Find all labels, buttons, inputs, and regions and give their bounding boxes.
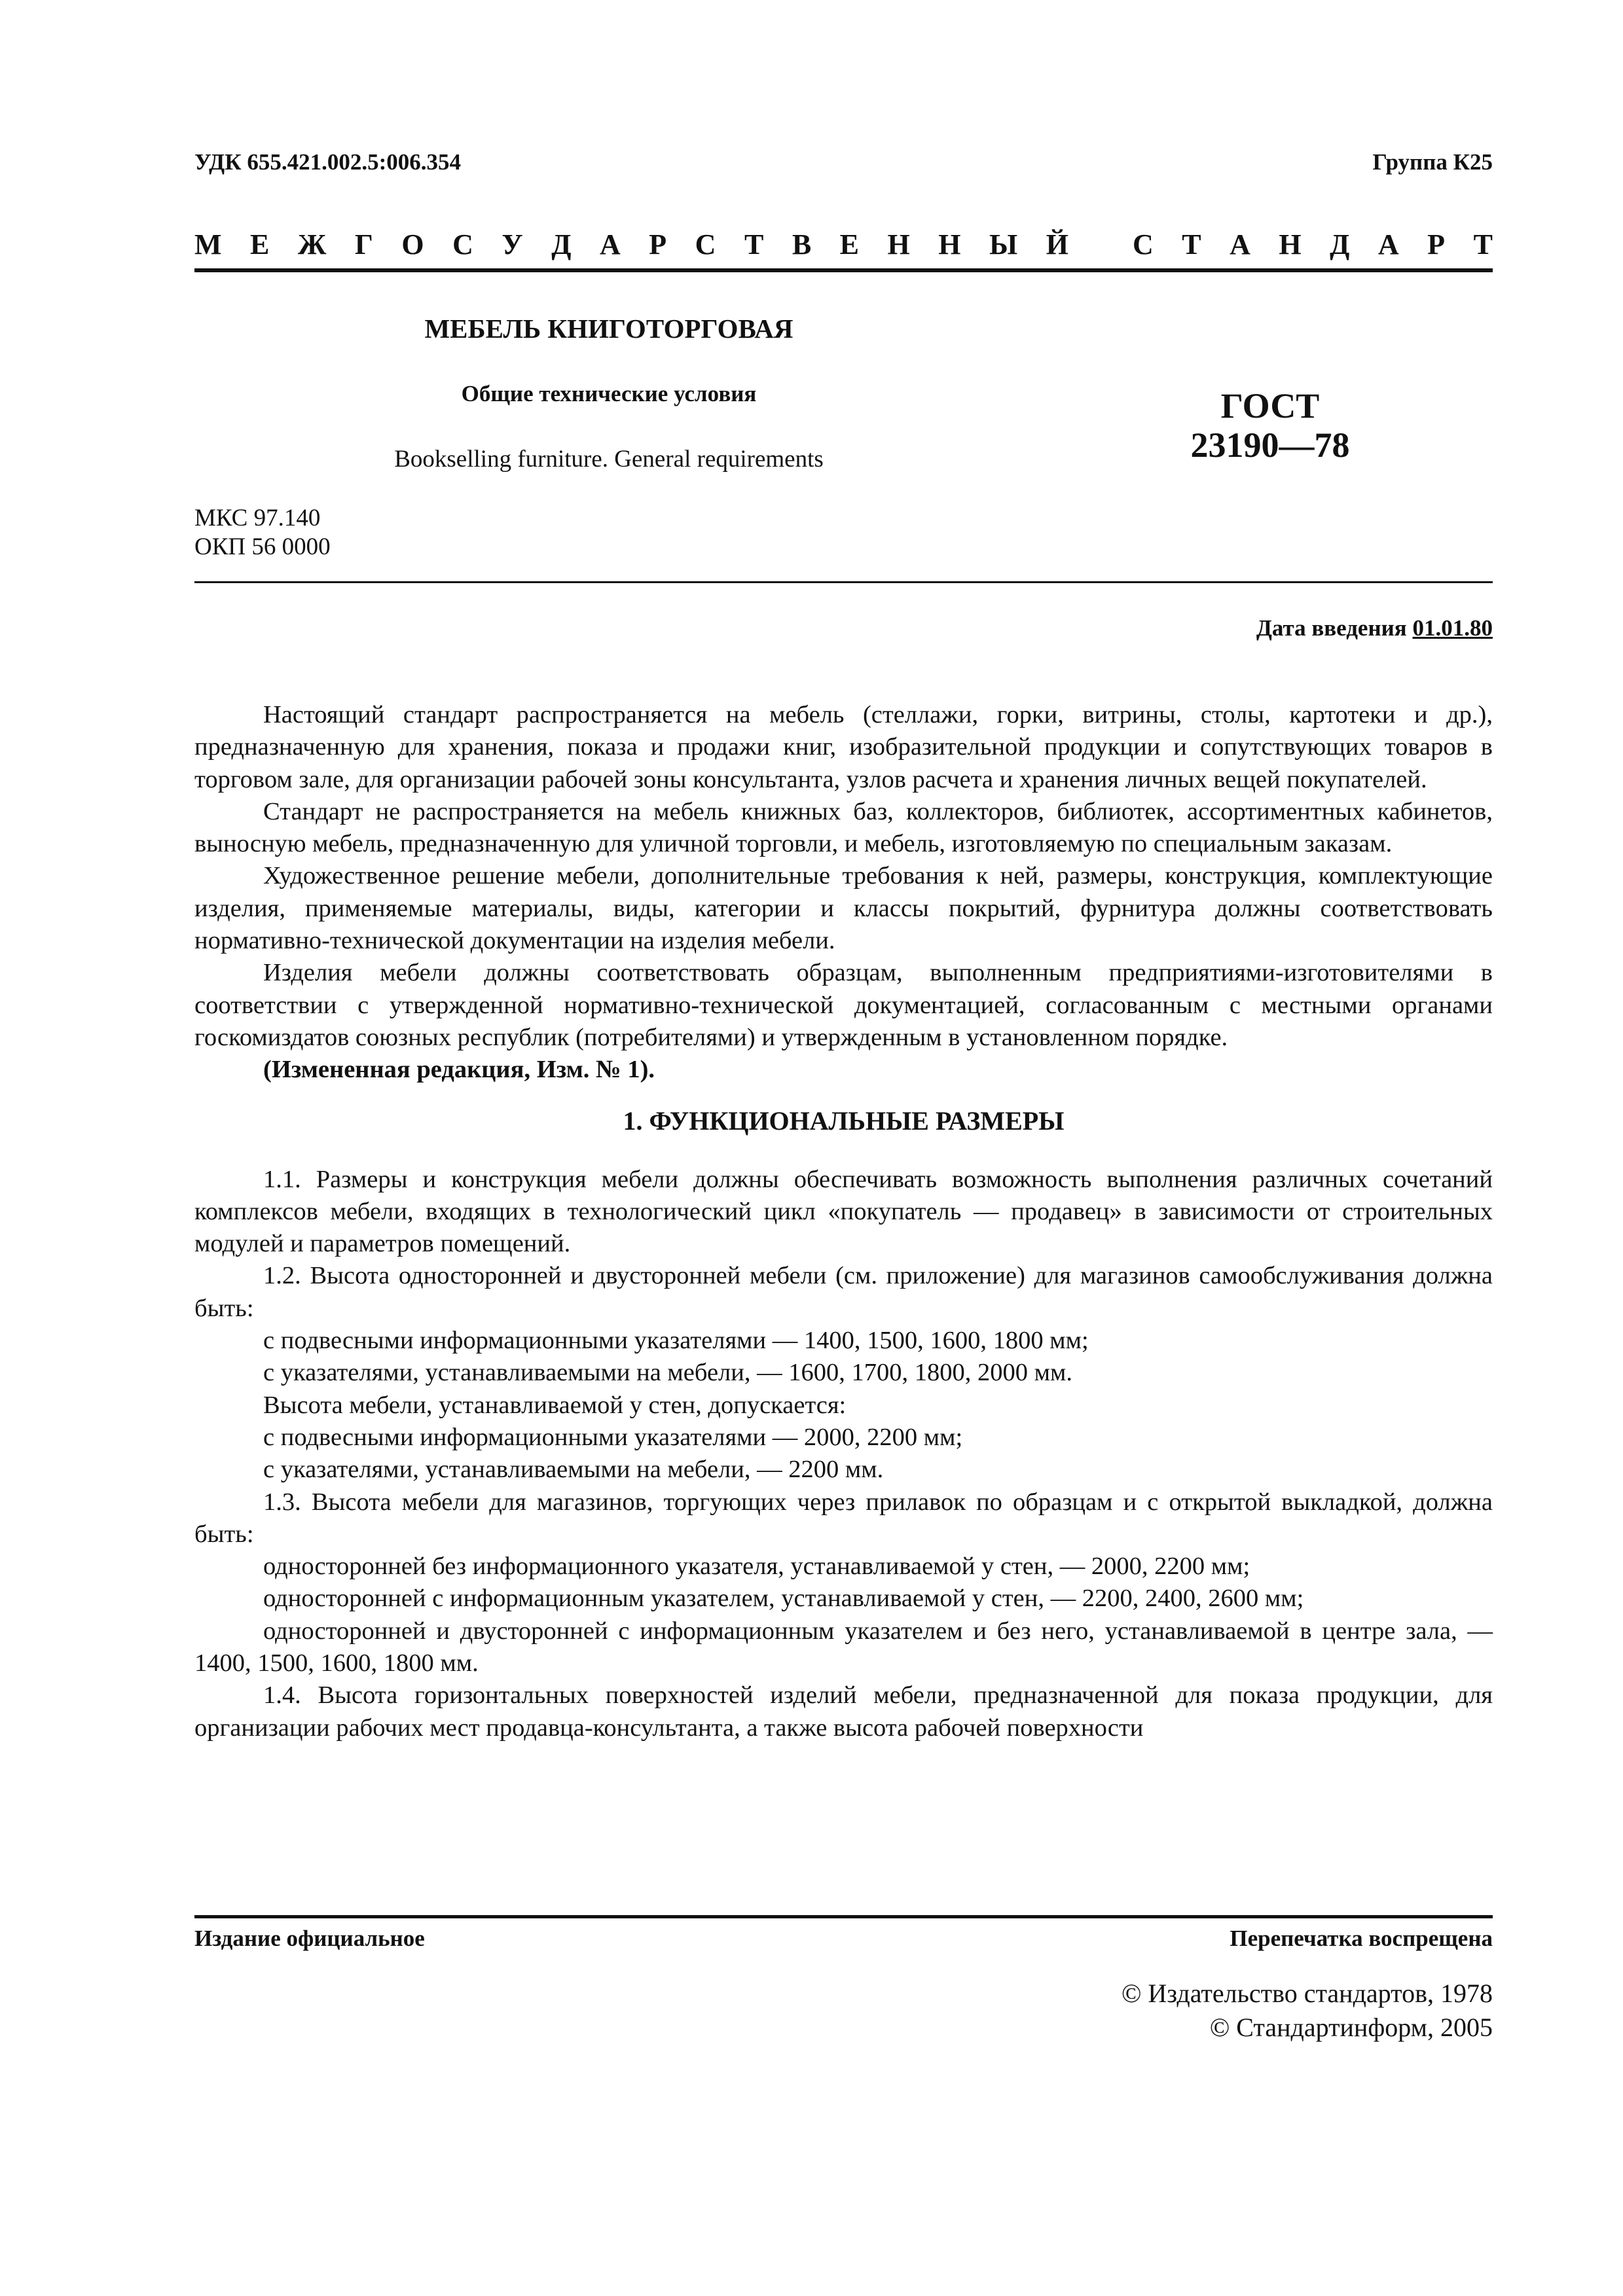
paragraph: Стандарт не распространяется на мебель книжных баз, коллекторов, библиотек, ассортиментных кабинетов, выносную мебель, предназначенную для уличной торговли, и мебель, изготовляемую по специальным заказам. xyxy=(194,797,1493,858)
heading-letter: Т xyxy=(744,228,764,260)
heading-gap xyxy=(1097,228,1104,261)
heading-letter: А xyxy=(600,228,621,260)
heading-letter: М xyxy=(194,228,222,260)
heading-letter: А xyxy=(1377,228,1399,260)
list-item: односторонней и двусторонней с информационным указателем и без него, устанавливаемой в центре зала, — 1400, 1500, 1600, 1800 мм. xyxy=(194,1617,1493,1677)
heading-letter: Н xyxy=(1279,228,1302,260)
list-item: односторонней без информационного указателя, устанавливаемой у стен, — 2000, 2200 мм; xyxy=(263,1552,1250,1581)
classification-codes xyxy=(194,504,331,562)
heading-letter: С xyxy=(452,228,473,260)
gost-number: 23190—78 xyxy=(1190,425,1350,465)
date-value: 01.01.80 xyxy=(1412,615,1493,641)
amendment-note: (Измененная редакция, Изм. № 1). xyxy=(263,1056,655,1084)
heading-letter: Р xyxy=(1427,228,1446,260)
introduction-date xyxy=(1256,615,1493,641)
gost-designation xyxy=(1152,386,1388,465)
heading-letter: Д xyxy=(1330,228,1350,260)
heading-letter: Д xyxy=(551,228,572,260)
list-item: Высота мебели, устанавливаемой у стен, допускается: xyxy=(263,1391,847,1419)
document-body xyxy=(194,699,1493,1744)
paragraph: Настоящий стандарт распространяется на мебель (стеллажи, горки, витрины, столы, картотеки и др.), предназначенную для хранения, показа и продажи книг, изобразительной продукции и сопутствующих товаров в торговом зале, для организации рабочей зоны консультанта, узлов расчета и хранения личных вещей покупателей. xyxy=(194,701,1493,793)
paragraph: Художественное решение мебели, дополнительные требования к ней, размеры, конструкция, комплектующие изделия, применяемые материалы, виды, категории и классы покрытий, фурнитура должны соответствовать нормативно-технической документации на изделия мебели. xyxy=(194,862,1493,955)
mks-code: МКС 97.140 xyxy=(194,505,321,531)
paragraph: Изделия мебели должны соответствовать образцам, выполненным предприятиями-изготовителями в соответствии с утвержденной нормативно-технической документацией, согласованным с местными органами госкомиздатов союзных республик (потребителями) и утвержденным в установленном порядке. xyxy=(194,959,1493,1051)
standard-kind-heading xyxy=(194,228,1493,261)
list-item: с указателями, устанавливаемыми на мебели, — 1600, 1700, 1800, 2000 мм. xyxy=(263,1359,1072,1387)
document-subtitle: Общие технические условия xyxy=(461,381,757,406)
copyright-line: © Стандартинформ, 2005 xyxy=(1209,2013,1493,2042)
heading-letter: О xyxy=(401,228,424,260)
document-title: МЕБЕЛЬ КНИГОТОРГОВАЯ xyxy=(424,314,793,344)
list-item: односторонней с информационным указателем, устанавливаемой у стен, — 2200, 2400, 2600 мм; xyxy=(263,1585,1304,1613)
list-item: с указателями, устанавливаемыми на мебели, — 2200 мм. xyxy=(263,1456,884,1484)
heading-letter: Ж xyxy=(297,228,327,260)
footer-divider xyxy=(194,1915,1493,1918)
heading-letter: Й xyxy=(1046,228,1068,260)
edition-note: Издание официальное xyxy=(194,1926,425,1951)
date-label: Дата введения xyxy=(1256,615,1407,641)
english-title: Bookselling furniture. General requirements xyxy=(394,446,824,473)
reprint-note: Перепечатка воспрещена xyxy=(1230,1926,1493,1951)
okp-code: ОКП 56 0000 xyxy=(194,533,331,561)
list-item: с подвесными информационными указателями — 1400, 1500, 1600, 1800 мм; xyxy=(263,1327,1089,1355)
copyright-line: © Издательство стандартов, 1978 xyxy=(1121,1979,1493,2008)
heading-letter: А xyxy=(1230,228,1250,260)
heading-letter: Е xyxy=(839,228,860,260)
list-item: с подвесными информационными указателями — 2000, 2200 мм; xyxy=(263,1423,963,1451)
heading-letter: Е xyxy=(250,228,270,260)
section-heading: 1. ФУНКЦИОНАЛЬНЫЕ РАЗМЕРЫ xyxy=(623,1105,1065,1136)
heading-letter: С xyxy=(695,228,716,260)
heading-letter: Т xyxy=(1182,228,1201,260)
title-divider xyxy=(194,581,1493,583)
heading-letter: Г xyxy=(354,228,373,260)
header-divider xyxy=(194,268,1493,272)
gost-label: ГОСТ xyxy=(1220,386,1320,425)
heading-letter: Т xyxy=(1473,228,1493,260)
heading-letter: С xyxy=(1132,228,1154,260)
clause-1-3: 1.3. Высота мебели для магазинов, торгующих через прилавок по образцам и с открытой выкладкой, должна быть: xyxy=(194,1488,1493,1548)
clause-1-2: 1.2. Высота односторонней и двусторонней мебели (см. приложение) для магазинов самообслуживания должна быть: xyxy=(194,1262,1493,1322)
heading-letter: В xyxy=(792,228,812,260)
clause-1-4: 1.4. Высота горизонтальных поверхностей изделий мебели, предназначенной для показа продукции, для организации рабочих мест продавца-консультанта, а также высота рабочей поверхности xyxy=(194,1681,1493,1742)
heading-letter: Н xyxy=(887,228,910,260)
heading-letter: Н xyxy=(938,228,961,260)
clause-1-1: 1.1. Размеры и конструкция мебели должны обеспечивать возможность выполнения различных сочетаний комплексов мебели, входящих в технологический цикл «покупатель — продавец» в зависимости от строительных модулей и параметров помещений. xyxy=(194,1165,1493,1258)
copyright-block xyxy=(1122,1977,1493,2045)
heading-letter: У xyxy=(501,228,523,260)
udk-code: УДК 655.421.002.5:006.354 xyxy=(194,149,462,175)
heading-letter: Р xyxy=(649,228,667,260)
group-code: Группа К25 xyxy=(1372,149,1493,175)
heading-letter: Ы xyxy=(989,228,1018,260)
